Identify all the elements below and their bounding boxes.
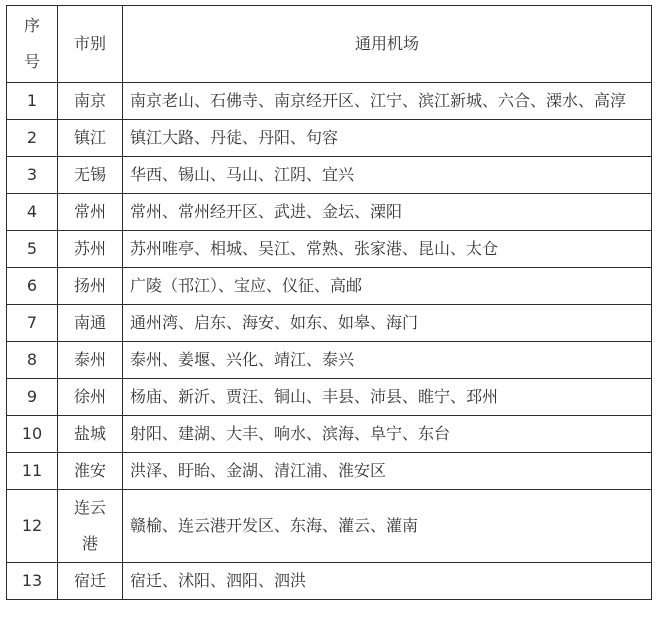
row-city-line2: 港 (81, 534, 98, 553)
row-index: 13 (7, 563, 58, 600)
table-row (7, 268, 652, 305)
row-airports: 洪泽、盱眙、金湖、清江浦、淮安区 (123, 453, 652, 490)
table-row (7, 120, 652, 157)
row-index: 8 (7, 342, 58, 379)
row-airports: 常州、常州经开区、武进、金坛、溧阳 (123, 194, 652, 231)
table-row (7, 305, 652, 342)
row-airports: 赣榆、连云港开发区、东海、灌云、灌南 (123, 490, 652, 563)
row-airports: 宿迁、沭阳、泗阳、泗洪 (123, 563, 652, 600)
row-index: 5 (7, 231, 58, 268)
table-row (7, 231, 652, 268)
row-city (58, 490, 123, 563)
row-city: 镇江 (58, 120, 123, 157)
header-index-line2: 号 (23, 52, 40, 71)
row-city: 南通 (58, 305, 123, 342)
airport-table (6, 5, 652, 600)
table-row (7, 453, 652, 490)
row-index: 7 (7, 305, 58, 342)
row-city: 无锡 (58, 157, 123, 194)
row-city: 淮安 (58, 453, 123, 490)
row-city-line1: 连云 (73, 498, 106, 517)
row-index: 6 (7, 268, 58, 305)
row-index: 9 (7, 379, 58, 416)
row-airports: 射阳、建湖、大丰、响水、滨海、阜宁、东台 (123, 416, 652, 453)
row-airports: 镇江大路、丹徒、丹阳、句容 (123, 120, 652, 157)
table-row (7, 157, 652, 194)
row-city: 盐城 (58, 416, 123, 453)
row-city: 泰州 (58, 342, 123, 379)
row-index: 3 (7, 157, 58, 194)
row-index: 4 (7, 194, 58, 231)
table-row (7, 563, 652, 600)
row-airports: 通州湾、启东、海安、如东、如皋、海门 (123, 305, 652, 342)
table-row (7, 83, 652, 120)
table-header-row (7, 6, 652, 83)
header-index-line1: 序 (23, 16, 40, 35)
row-city: 南京 (58, 83, 123, 120)
row-city: 苏州 (58, 231, 123, 268)
row-airports: 苏州唯亭、相城、吴江、常熟、张家港、昆山、太仓 (123, 231, 652, 268)
table-row (7, 194, 652, 231)
row-airports: 广陵（邗江）、宝应、仪征、高邮 (123, 268, 652, 305)
table-row (7, 342, 652, 379)
header-airports: 通用机场 (123, 6, 652, 83)
row-city: 徐州 (58, 379, 123, 416)
row-airports: 南京老山、石佛寺、南京经开区、江宁、滨江新城、六合、溧水、高淳 (123, 83, 652, 120)
row-airports: 华西、锡山、马山、江阴、宜兴 (123, 157, 652, 194)
table-row (7, 379, 652, 416)
row-airports: 泰州、姜堰、兴化、靖江、泰兴 (123, 342, 652, 379)
row-index: 10 (7, 416, 58, 453)
table-row (7, 416, 652, 453)
header-city: 市别 (58, 6, 123, 83)
row-index: 1 (7, 83, 58, 120)
row-index: 12 (7, 490, 58, 563)
row-index: 2 (7, 120, 58, 157)
header-index (7, 6, 58, 83)
row-city: 宿迁 (58, 563, 123, 600)
row-index: 11 (7, 453, 58, 490)
row-airports: 杨庙、新沂、贾汪、铜山、丰县、沛县、睢宁、邳州 (123, 379, 652, 416)
row-city: 扬州 (58, 268, 123, 305)
table-row (7, 490, 652, 563)
row-city: 常州 (58, 194, 123, 231)
